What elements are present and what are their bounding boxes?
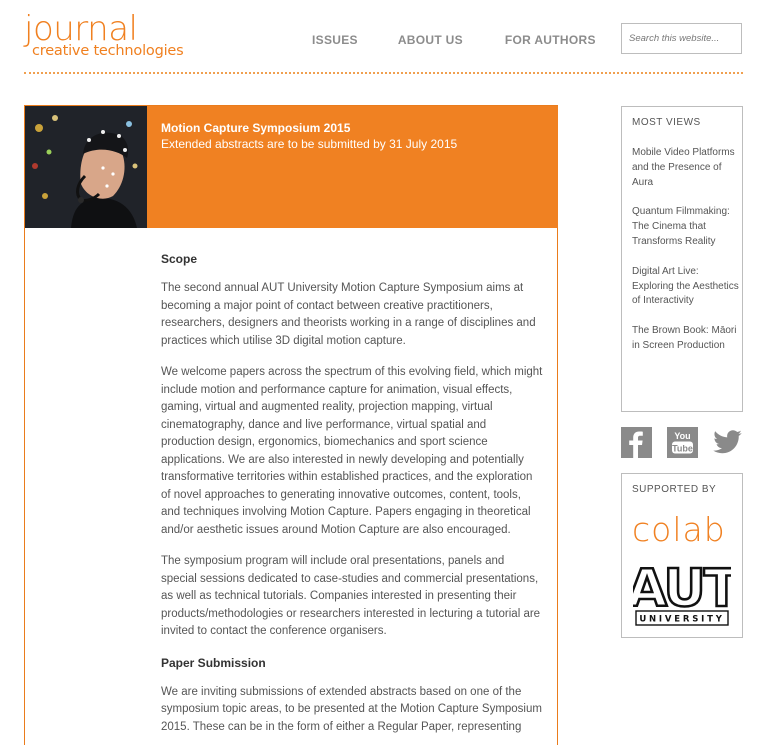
youtube-icon[interactable] — [667, 427, 698, 458]
paragraph: The second annual AUT University Motion Capture Symposium aims at becoming a major point of contact between creative practitioners, researchers, designers and theorists working in a range of disciplines and practices which utilise 3D digital motion capture. — [161, 282, 536, 347]
site-logo[interactable] — [24, 9, 184, 59]
nav-issues[interactable]: ISSUES — [312, 33, 358, 47]
aut-logo-university: UNIVERSITY — [639, 614, 725, 625]
youtube-label-tube: Tube — [672, 443, 693, 454]
most-views-title: MOST VIEWS — [632, 117, 701, 128]
paragraph: The symposium program will include oral presentations, panels and special sessions dedicated to case-studies and commercial presentations, as well as technical tutorials. Companies interested in presenting their products/methodologies or researchers interested in lecturing a tutorial are invited to contact the conference organisers. — [161, 555, 541, 637]
most-views-item[interactable]: Quantum Filmmaking: The Cinema that Transforms Reality — [632, 206, 730, 247]
supported-by-title: SUPPORTED BY — [632, 484, 717, 495]
header-divider — [24, 72, 743, 74]
most-views-list — [622, 128, 742, 354]
search-input[interactable] — [621, 23, 742, 54]
nav-about-us[interactable]: ABOUT US — [397, 33, 463, 47]
colab-logo[interactable]: colab — [632, 510, 726, 549]
paragraph: We are inviting submissions of extended abstracts based on one of the symposium topic areas, to be presented at the Motion Capture Symposium 2015. These can be in the form of either a Regular Paper, representing — [161, 685, 542, 733]
scope-heading: Scope — [161, 252, 198, 266]
most-views-item[interactable]: The Brown Book: Māori in Screen Production — [632, 325, 737, 351]
youtube-label-you: You — [674, 431, 691, 441]
aut-logo-letters: AUT — [633, 560, 731, 619]
most-views-item[interactable]: Mobile Video Platforms and the Presence of Aura — [632, 147, 735, 188]
hero-subtitle: Extended abstracts are to be submitted by 31 July 2015 — [161, 137, 458, 151]
most-views-item[interactable]: Digital Art Live: Exploring the Aesthetics of Interactivity — [632, 265, 739, 307]
paragraph: We welcome papers across the spectrum of this evolving field, which might include motion and performance capture for animation, visual effects, gaming, virtual and augmented reality, projection mapping, virtual cinematography, dance and live performance, virtual spatial and production design, ergonomics, biomechanics and sport science applications. We are also interested in newly developing and potentially transformative territories within established practices, and the exploration of novel approaches to generating innovative outcomes, content, tools, and techniques involving Motion Capture. Papers engaging in theoretical and/or aesthetic issues around Motion Capture are also encouraged. — [161, 366, 543, 536]
submission-heading: Paper Submission — [161, 655, 266, 670]
article-body — [161, 251, 543, 750]
main-nav — [312, 33, 596, 47]
most-views-panel — [621, 106, 743, 412]
aut-logo[interactable] — [633, 560, 731, 626]
hero-banner — [147, 106, 558, 228]
article-card — [24, 105, 558, 745]
hero-image — [25, 106, 147, 228]
hero-title[interactable]: Motion Capture Symposium 2015 — [161, 121, 351, 135]
facebook-icon[interactable] — [621, 427, 652, 458]
nav-for-authors[interactable]: FOR AUTHORS — [504, 33, 596, 47]
logo-main-text: journal — [24, 9, 138, 49]
twitter-icon[interactable] — [712, 427, 743, 458]
logo-sub-text: creative technologies — [32, 43, 184, 59]
